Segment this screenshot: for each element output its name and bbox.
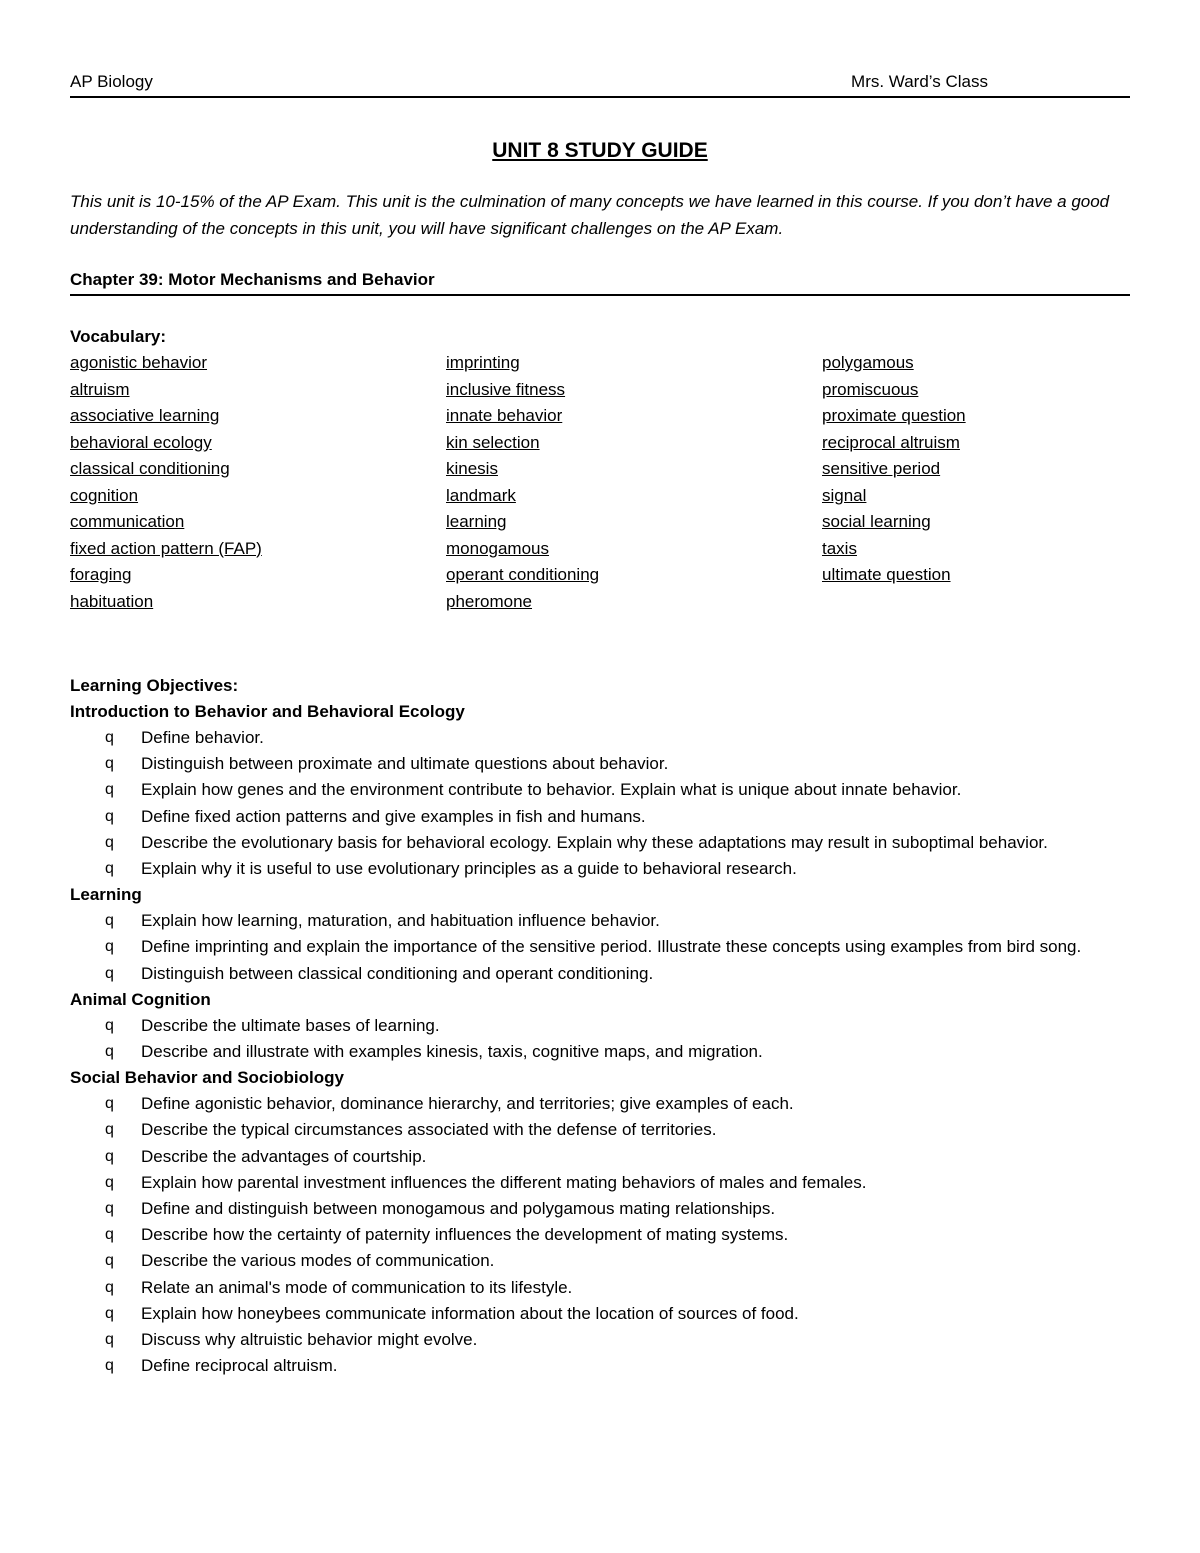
vocab-term[interactable]: foraging	[70, 565, 132, 584]
checkbox-bullet-icon: q	[105, 729, 114, 746]
objective-item	[70, 1222, 1130, 1248]
vocab-term[interactable]: classical conditioning	[70, 459, 230, 478]
objective-text: Describe the typical circumstances associated with the defense of territories.	[141, 1120, 717, 1140]
objective-text: Relate an animal's mode of communication to its lifestyle.	[141, 1277, 573, 1297]
checkbox-bullet-icon: q	[105, 1357, 114, 1375]
objective-text: Describe the evolutionary basis for behavioral ecology. Explain why these adaptations may result in suboptimal behavior.	[141, 832, 1048, 852]
checkbox-bullet-icon: q	[105, 912, 114, 930]
vocab-term[interactable]: learning	[446, 512, 507, 531]
vocabulary-grid	[70, 350, 1130, 615]
objective-item	[70, 961, 1130, 987]
objective-text: Define agonistic behavior, dominance hierarchy, and territories; give examples of each.	[141, 1094, 794, 1114]
checkbox-bullet-icon: q	[105, 1252, 114, 1270]
objective-item	[70, 1013, 1130, 1039]
vocab-term[interactable]: habituation	[70, 591, 154, 611]
objective-text: Describe the advantages of courtship.	[141, 1146, 427, 1166]
vocab-term[interactable]: operant conditioning	[446, 565, 600, 584]
vocab-term[interactable]: associative learning	[70, 406, 220, 425]
checkbox-bullet-icon: q	[105, 833, 114, 851]
checkbox-bullet-icon: q	[105, 1331, 114, 1349]
objective-text: Discuss why altruistic behavior might evolve.	[141, 1330, 478, 1350]
vocab-term[interactable]: inclusive fitness	[446, 379, 566, 399]
objective-item	[70, 1248, 1130, 1274]
vocabulary-column-3	[822, 350, 1122, 615]
vocab-term[interactable]: pheromone	[446, 591, 533, 611]
vocab-term[interactable]: sensitive period	[822, 459, 941, 478]
objective-item	[70, 1353, 1130, 1379]
vocab-term[interactable]: proximate question	[822, 406, 966, 425]
checkbox-bullet-icon: q	[105, 1043, 114, 1061]
objective-section	[70, 882, 1130, 987]
objective-item	[70, 777, 1130, 803]
objective-section	[70, 1065, 1130, 1379]
checkbox-bullet-icon: q	[105, 781, 114, 799]
vocab-term[interactable]: social learning	[822, 512, 931, 531]
checkbox-bullet-icon: q	[105, 938, 114, 956]
vocab-term[interactable]: taxis	[822, 538, 857, 558]
vocab-term[interactable]: promiscuous	[822, 379, 919, 399]
objective-text: Define reciprocal altruism.	[141, 1356, 338, 1376]
document-page	[70, 70, 1130, 1379]
checkbox-bullet-icon: q	[105, 1278, 114, 1296]
checkbox-bullet-icon: q	[105, 1147, 114, 1165]
vocab-term[interactable]: behavioral ecology	[70, 432, 212, 452]
course-name: AP Biology	[70, 72, 153, 91]
objective-item	[70, 1091, 1130, 1117]
vocab-term[interactable]: monogamous	[446, 538, 550, 558]
section-title: Social Behavior and Sociobiology	[70, 1068, 344, 1088]
section-title: Animal Cognition	[70, 989, 211, 1009]
intro-paragraph: This unit is 10-15% of the AP Exam. This unit is the culmination of many concepts we have learned in this course. If you don’t have a good understanding of the concepts in this unit, you will have significant challenges on the AP Exam.	[70, 192, 1110, 238]
vocab-term[interactable]: innate behavior	[446, 406, 563, 425]
vocabulary-heading: Vocabulary:	[70, 327, 167, 346]
objective-text: Define behavior.	[141, 728, 264, 747]
objective-text: Describe the various modes of communication.	[141, 1251, 495, 1271]
class-name: Mrs. Ward’s Class	[851, 72, 988, 91]
vocab-term[interactable]: polygamous	[822, 353, 914, 372]
objective-section	[70, 699, 1130, 882]
objective-item	[70, 751, 1130, 777]
vocab-term[interactable]: communication	[70, 512, 185, 531]
objective-text: Define imprinting and explain the importance of the sensitive period. Illustrate these concepts using examples from bird song.	[141, 937, 1082, 957]
objective-item	[70, 934, 1130, 960]
objective-text: Explain how parental investment influences the different mating behaviors of males and females.	[141, 1172, 867, 1192]
checkbox-bullet-icon: q	[105, 1200, 114, 1218]
objective-text: Define and distinguish between monogamous and polygamous mating relationships.	[141, 1199, 776, 1219]
objective-item	[70, 908, 1130, 934]
checkbox-bullet-icon: q	[105, 964, 114, 982]
objective-section	[70, 987, 1130, 1065]
checkbox-bullet-icon: q	[105, 755, 114, 773]
checkbox-bullet-icon: q	[105, 1095, 114, 1113]
objective-item	[70, 1117, 1130, 1143]
vocab-term[interactable]: signal	[822, 485, 867, 505]
objective-item	[70, 725, 1130, 751]
vocab-term[interactable]: agonistic behavior	[70, 353, 208, 372]
checkbox-bullet-icon: q	[105, 807, 114, 825]
checkbox-bullet-icon: q	[105, 1016, 114, 1034]
checkbox-bullet-icon: q	[105, 1304, 114, 1322]
vocabulary-column-1	[70, 350, 446, 615]
objective-text: Describe and illustrate with examples kinesis, taxis, cognitive maps, and migration.	[141, 1042, 763, 1062]
vocabulary-column-2	[446, 350, 822, 615]
objective-list	[70, 908, 1130, 987]
vocab-term[interactable]: imprinting	[446, 353, 520, 372]
objective-item	[70, 1275, 1130, 1301]
objective-text: Define fixed action patterns and give examples in fish and humans.	[141, 806, 646, 826]
objective-list	[70, 1091, 1130, 1379]
objective-item	[70, 1196, 1130, 1222]
page-header	[70, 70, 1130, 98]
section-title: Introduction to Behavior and Behavioral Ecology	[70, 702, 465, 721]
vocab-term[interactable]: ultimate question	[822, 565, 951, 584]
objective-item	[70, 1039, 1130, 1065]
objective-text: Distinguish between classical conditioning and operant conditioning.	[141, 963, 654, 983]
objective-text: Explain how honeybees communicate information about the location of sources of food.	[141, 1303, 799, 1323]
checkbox-bullet-icon: q	[105, 860, 114, 878]
objective-text: Describe the ultimate bases of learning.	[141, 1015, 440, 1035]
objective-item	[70, 1170, 1130, 1196]
objective-item	[70, 1327, 1130, 1353]
objective-item	[70, 1301, 1130, 1327]
vocab-term[interactable]: fixed action pattern (FAP)	[70, 538, 262, 558]
objective-text: Distinguish between proximate and ultimate questions about behavior.	[141, 754, 669, 774]
objective-text: Explain how learning, maturation, and habituation influence behavior.	[141, 911, 660, 931]
checkbox-bullet-icon: q	[105, 1121, 114, 1139]
objective-item	[70, 1144, 1130, 1170]
vocab-term[interactable]: cognition	[70, 485, 139, 505]
objective-list	[70, 1013, 1130, 1065]
checkbox-bullet-icon: q	[105, 1226, 114, 1244]
section-title: Learning	[70, 885, 142, 905]
chapter-heading: Chapter 39: Motor Mechanisms and Behavior	[70, 268, 1130, 296]
document-title: UNIT 8 STUDY GUIDE	[492, 139, 708, 162]
objective-text: Explain why it is useful to use evolutionary principles as a guide to behavioral research.	[141, 859, 797, 879]
vocab-term[interactable]: landmark	[446, 485, 516, 505]
objective-text: Describe how the certainty of paternity influences the development of mating systems.	[141, 1225, 789, 1245]
objective-item	[70, 830, 1130, 856]
learning-objectives-heading: Learning Objectives:	[70, 676, 239, 695]
objective-text: Explain how genes and the environment contribute to behavior. Explain what is unique about innate behavior.	[141, 780, 962, 800]
objective-item	[70, 804, 1130, 830]
vocab-term[interactable]: reciprocal altruism	[822, 432, 960, 452]
vocab-term[interactable]: kinesis	[446, 459, 498, 478]
checkbox-bullet-icon: q	[105, 1173, 114, 1191]
objective-list	[70, 725, 1130, 882]
vocab-term[interactable]: kin selection	[446, 432, 540, 452]
objective-item	[70, 856, 1130, 882]
learning-objectives	[70, 699, 1130, 1379]
vocab-term[interactable]: altruism	[70, 379, 130, 399]
